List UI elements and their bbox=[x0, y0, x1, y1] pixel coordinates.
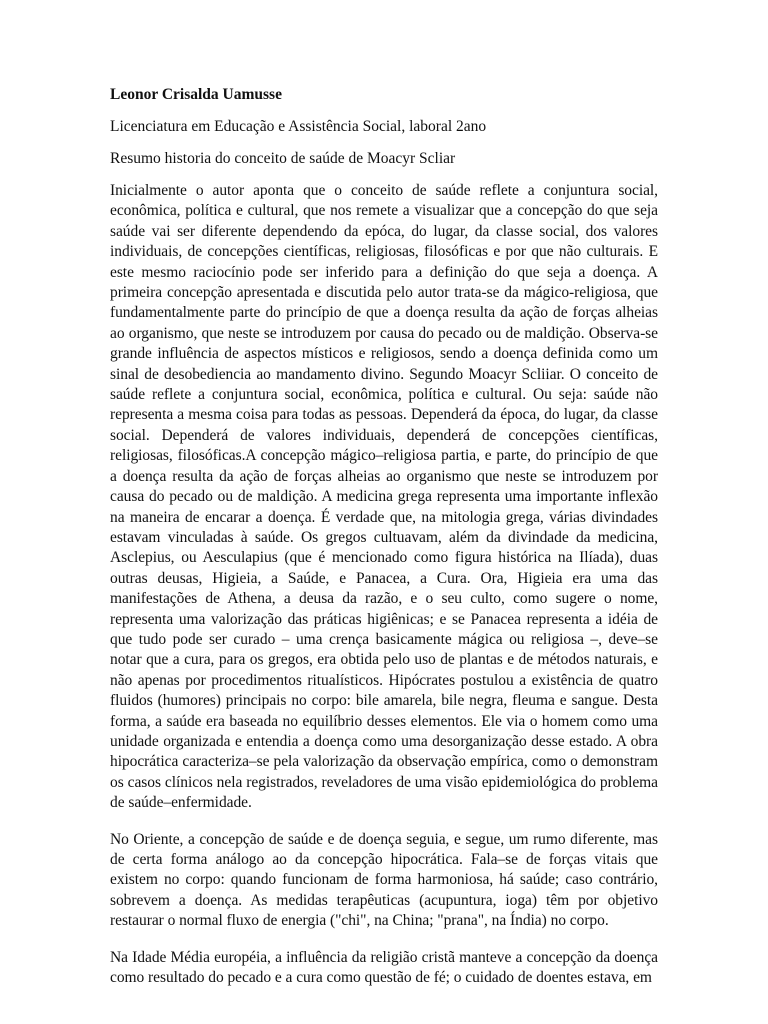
document-title: Resumo historia do conceito de saúde de Moacyr Scliar bbox=[110, 150, 456, 167]
paragraph-3: Na Idade Média européia, a influência da religião cristã manteve a concepção da doença como resultado do pecado e a cura como questão de fé; o cuidado de doentes estava, em bbox=[110, 948, 658, 987]
author-name: Leonor Crisalda Uamusse bbox=[110, 86, 282, 103]
paragraph-1: Inicialmente o autor aponta que o conceito de saúde reflete a conjuntura social, econômica, política e cultural, que nos remete a visualizar que a concepção do que seja saúde vai ser diferente dependendo da epóca, do lugar, da classe social, dos valores individuais, de concepções científicas, religiosas, filosóficas e por que não culturais. E este mesmo raciocínio pode ser inferido para a definição do que seja a doença. A primeira concepção apresentada e discutida pelo autor trata-se da mágico-religiosa, que fundamentalmente parte do princípio de que a doença resulta da ação de forças alheias ao organismo, que neste se introduzem por causa do pecado ou de maldição. Observa-se grande influência de aspectos místicos e religiosos, sendo a doença definida como um sinal de desobediencia ao mandamento divino. Segundo Moacyr Scliiar. O conceito de saúde reflete a conjuntura social, econômica, política e cultural. Ou seja: saúde não representa a mesma coisa para todas as pessoas. Dependerá da época, do lugar, da classe social. Dependerá de valores individuais, dependerá de concepções científicas, religiosas, filosóficas.A concepção mágico–religiosa partia, e parte, do princípio de que a doença resulta da ação de forças alheias ao organismo que neste se introduzem por causa do pecado ou de maldição. A medicina grega representa uma importante inflexão na maneira de encarar a doença. É verdade que, na mitologia grega, várias divindades estavam vinculadas à saúde. Os gregos cultuavam, além da divindade da medicina, Asclepius, ou Aesculapius (que é mencionado como figura histórica na Ilíada), duas outras deusas, Higieia, a Saúde, e Panacea, a Cura. Ora, Higieia era uma das manifestações de Athena, a deusa da razão, e o seu culto, como sugere o nome, representa uma valorização das práticas higiênicas; e se Panacea representa a idéia de que tudo pode ser curado – uma crença basicamente mágica ou religiosa –, deve–se notar que a cura, para os gregos, era obtida pelo uso de plantas e de métodos naturais, e não apenas por procedimentos ritualísticos. Hipócrates postulou a existência de quatro fluidos (humores) principais no corpo: bile amarela, bile negra, fleuma e sangue. Desta forma, a saúde era baseada no equilíbrio desses elementos. Ele via o homem como uma unidade organizada e entendia a doença como uma desorganização desse estado. A obra hipocrática caracteriza–se pela valorização da observação empírica, como o demonstram os casos clínicos nela registrados, reveladores de uma visão epidemiológica do problema de saúde–enfermidade. bbox=[110, 182, 658, 812]
paragraph-2: No Oriente, a concepção de saúde e de doença seguia, e segue, um rumo diferente, mas de certa forma análogo ao da concepção hipocrática. Fala–se de forças vitais que existem no corpo: quando funcionam de forma harmoniosa, há saúde; caso contrário, sobrevem a doença. As medidas terapêuticas (acupuntura, ioga) têm por objetivo restaurar o normal fluxo de energia ("chi", na China; "prana", na Índia) no corpo. bbox=[110, 830, 658, 930]
course-line: Licenciatura em Educação e Assistência Social, laboral 2ano bbox=[110, 118, 487, 135]
